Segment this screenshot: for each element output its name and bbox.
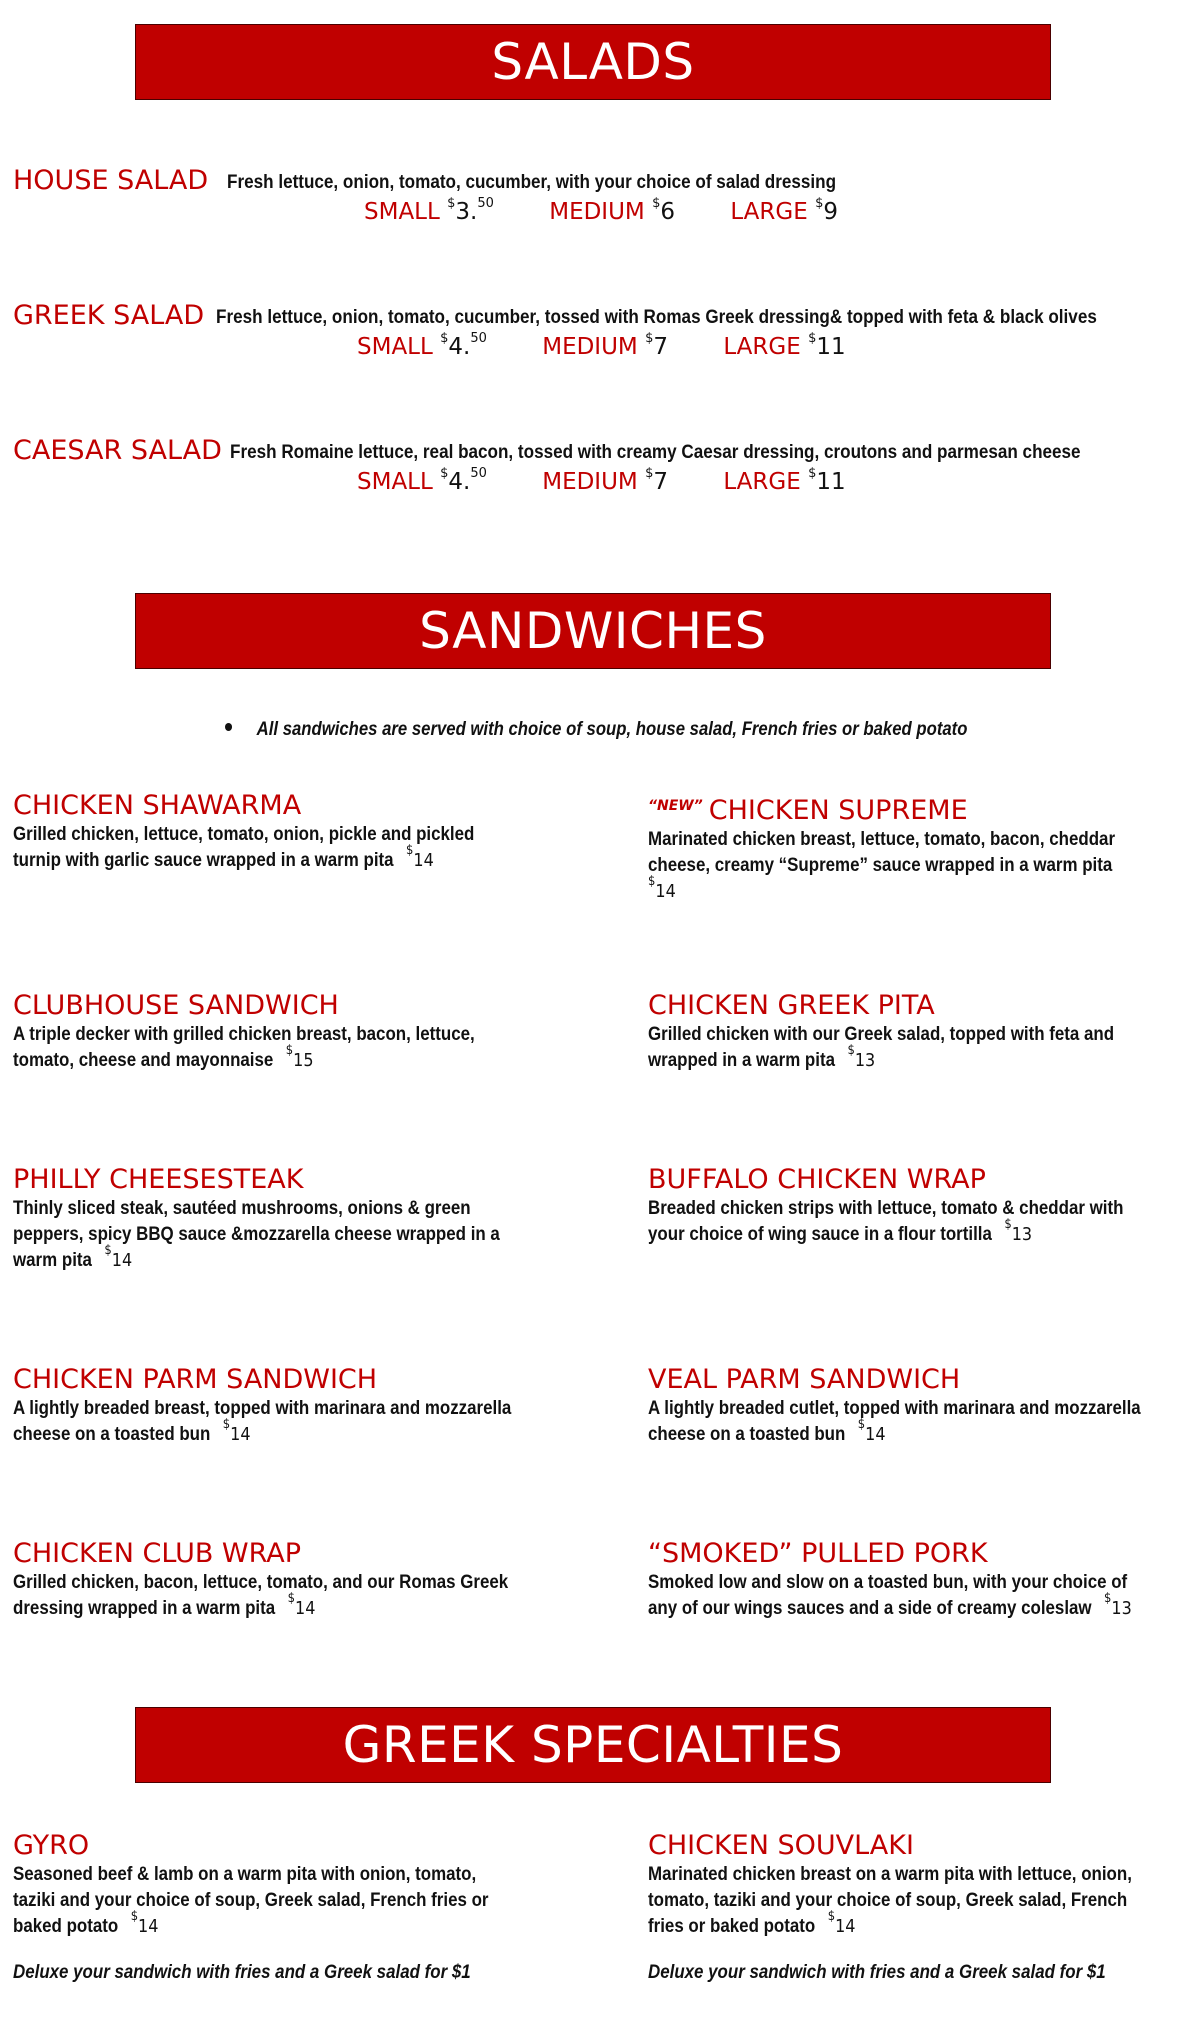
caesar-salad-name: CAESAR SALAD xyxy=(13,435,222,466)
item-price: $13 xyxy=(1104,1591,1132,1619)
house-salad-prices xyxy=(364,196,838,225)
size-label: SMALL xyxy=(357,469,433,495)
item-price: $14 xyxy=(287,1591,316,1619)
item-name: “SMOKED” PULLED PORK xyxy=(648,1538,988,1569)
menu-item-smoked-pulled-pork xyxy=(648,1538,1158,1622)
item-description: Grilled chicken, bacon, lettuce, tomato, and our Romas Greek dressing wrapped in a warm pita $14 xyxy=(13,1572,509,1619)
size-label: SMALL xyxy=(357,334,433,360)
item-price: $13 xyxy=(1004,1217,1033,1245)
small-price: $4.50 xyxy=(440,466,487,495)
menu-item-buffalo-chicken-wrap xyxy=(648,1164,1158,1248)
item-price: $14 xyxy=(648,874,676,902)
caesar-salad-description: Fresh Romaine lettuce, real bacon, tossed with creamy Caesar dressing, croutons and parmesan cheese xyxy=(230,442,1081,463)
sandwiches-note: All sandwiches are served with choice of soup, house salad, French fries or baked potato xyxy=(225,719,967,741)
menu-item-chicken-greek-pita xyxy=(648,990,1158,1074)
salads-header: SALADS xyxy=(135,24,1051,100)
item-name: CHICKEN GREEK PITA xyxy=(648,990,935,1021)
bullet-icon xyxy=(225,723,232,731)
item-price: $14 xyxy=(827,1909,856,1937)
item-price: $14 xyxy=(406,843,434,871)
sandwiches-header: SANDWICHES xyxy=(135,593,1051,669)
size-label: MEDIUM xyxy=(542,334,638,360)
item-price: $13 xyxy=(847,1043,876,1071)
item-name: VEAL PARM SANDWICH xyxy=(648,1364,961,1395)
menu-item-veal-parm-sandwich xyxy=(648,1364,1158,1448)
item-description: A triple decker with grilled chicken breast, bacon, lettuce, tomato, cheese and mayonnaise $15 xyxy=(13,1024,475,1071)
item-description: Seasoned beef & lamb on a warm pita with onion, tomato, taziki and your choice of soup, Greek salad, French fries or baked potato $14 xyxy=(13,1864,489,1937)
item-price: $14 xyxy=(130,1909,159,1937)
menu-item-gyro xyxy=(13,1830,523,1940)
large-price: $11 xyxy=(808,331,846,360)
size-label: LARGE xyxy=(723,469,801,495)
item-description: Smoked low and slow on a toasted bun, with your choice of any of our wings sauces and a side of creamy coleslaw $13 xyxy=(648,1572,1132,1619)
souvlaki-deluxe-note: Deluxe your sandwich with fries and a Greek salad for $1 xyxy=(648,1962,1106,1983)
item-name: PHILLY CHEESESTEAK xyxy=(13,1164,304,1195)
item-name: CLUBHOUSE SANDWICH xyxy=(13,990,339,1021)
greek-salad-prices xyxy=(357,331,846,360)
size-label: LARGE xyxy=(730,199,808,225)
medium-price: $7 xyxy=(645,466,669,495)
item-name: GYRO xyxy=(13,1830,90,1861)
large-price: $11 xyxy=(808,466,846,495)
large-price: $9 xyxy=(815,196,838,225)
item-name: $^{“NEW”}$ CHICKEN SUPREME xyxy=(648,795,968,826)
item-price: $14 xyxy=(857,1417,886,1445)
item-price: $14 xyxy=(222,1417,251,1445)
menu-item-clubhouse-sandwich xyxy=(13,990,523,1074)
item-description: A lightly breaded cutlet, topped with marinara and mozzarella cheese on a toasted bun $14 xyxy=(648,1398,1141,1445)
caesar-salad-prices xyxy=(357,466,846,495)
medium-price: $6 xyxy=(652,196,676,225)
menu-item-chicken-parm-sandwich xyxy=(13,1364,523,1448)
item-name: CHICKEN SOUVLAKI xyxy=(648,1830,914,1861)
house-salad-description: Fresh lettuce, onion, tomato, cucumber, with your choice of salad dressing xyxy=(227,172,837,193)
size-label: SMALL xyxy=(364,199,440,225)
menu-item-chicken-supreme xyxy=(648,790,1158,905)
small-price: $4.50 xyxy=(440,331,487,360)
item-description: Breaded chicken strips with lettuce, tomato & cheddar with your choice of wing sauce in a flour tortilla $13 xyxy=(648,1198,1124,1245)
item-description: Thinly sliced steak, sautéed mushrooms, onions & green peppers, spicy BBQ sauce &mozzarella cheese wrapped in a warm pita $14 xyxy=(13,1198,500,1271)
gyro-deluxe-note: Deluxe your sandwich with fries and a Greek salad for $1 xyxy=(13,1962,471,1983)
menu-item-chicken-shawarma xyxy=(13,790,523,874)
greek-salad-name: GREEK SALAD xyxy=(13,300,205,331)
size-label: MEDIUM xyxy=(549,199,645,225)
item-description: Marinated chicken breast on a warm pita with lettuce, onion, tomato, taziki and your choice of soup, Greek salad, French fries or baked potato $14 xyxy=(648,1864,1132,1937)
item-price: $14 xyxy=(104,1243,133,1271)
item-name: CHICKEN CLUB WRAP xyxy=(13,1538,302,1569)
item-name: CHICKEN SHAWARMA xyxy=(13,790,302,821)
small-price: $3.50 xyxy=(447,196,494,225)
item-description: Marinated chicken breast, lettuce, tomato, bacon, cheddar cheese, creamy “Supreme” sauce wrapped in a warm pita $14 xyxy=(648,827,1155,905)
new-badge: “NEW” xyxy=(648,798,703,814)
size-label: LARGE xyxy=(723,334,801,360)
menu-item-philly-cheesesteak xyxy=(13,1164,523,1274)
size-label: MEDIUM xyxy=(542,469,638,495)
item-description: Grilled chicken, lettuce, tomato, onion, pickle and pickled turnip with garlic sauce wrapped in a warm pita $14 xyxy=(13,824,475,871)
item-description: Grilled chicken with our Greek salad, topped with feta and wrapped in a warm pita $13 xyxy=(648,1024,1115,1071)
house-salad-name: HOUSE SALAD xyxy=(13,165,209,196)
item-description: A lightly breaded breast, topped with marinara and mozzarella cheese on a toasted bun $14 xyxy=(13,1398,512,1445)
medium-price: $7 xyxy=(645,331,669,360)
menu-item-chicken-club-wrap xyxy=(13,1538,523,1622)
item-name: BUFFALO CHICKEN WRAP xyxy=(648,1164,986,1195)
menu-item-chicken-souvlaki xyxy=(648,1830,1158,1940)
item-price: $15 xyxy=(285,1043,314,1071)
item-name: CHICKEN PARM SANDWICH xyxy=(13,1364,378,1395)
greek-specialties-header: GREEK SPECIALTIES xyxy=(135,1707,1051,1783)
greek-salad-description: Fresh lettuce, onion, tomato, cucumber, tossed with Romas Greek dressing& topped with feta & black olives xyxy=(216,307,1097,328)
